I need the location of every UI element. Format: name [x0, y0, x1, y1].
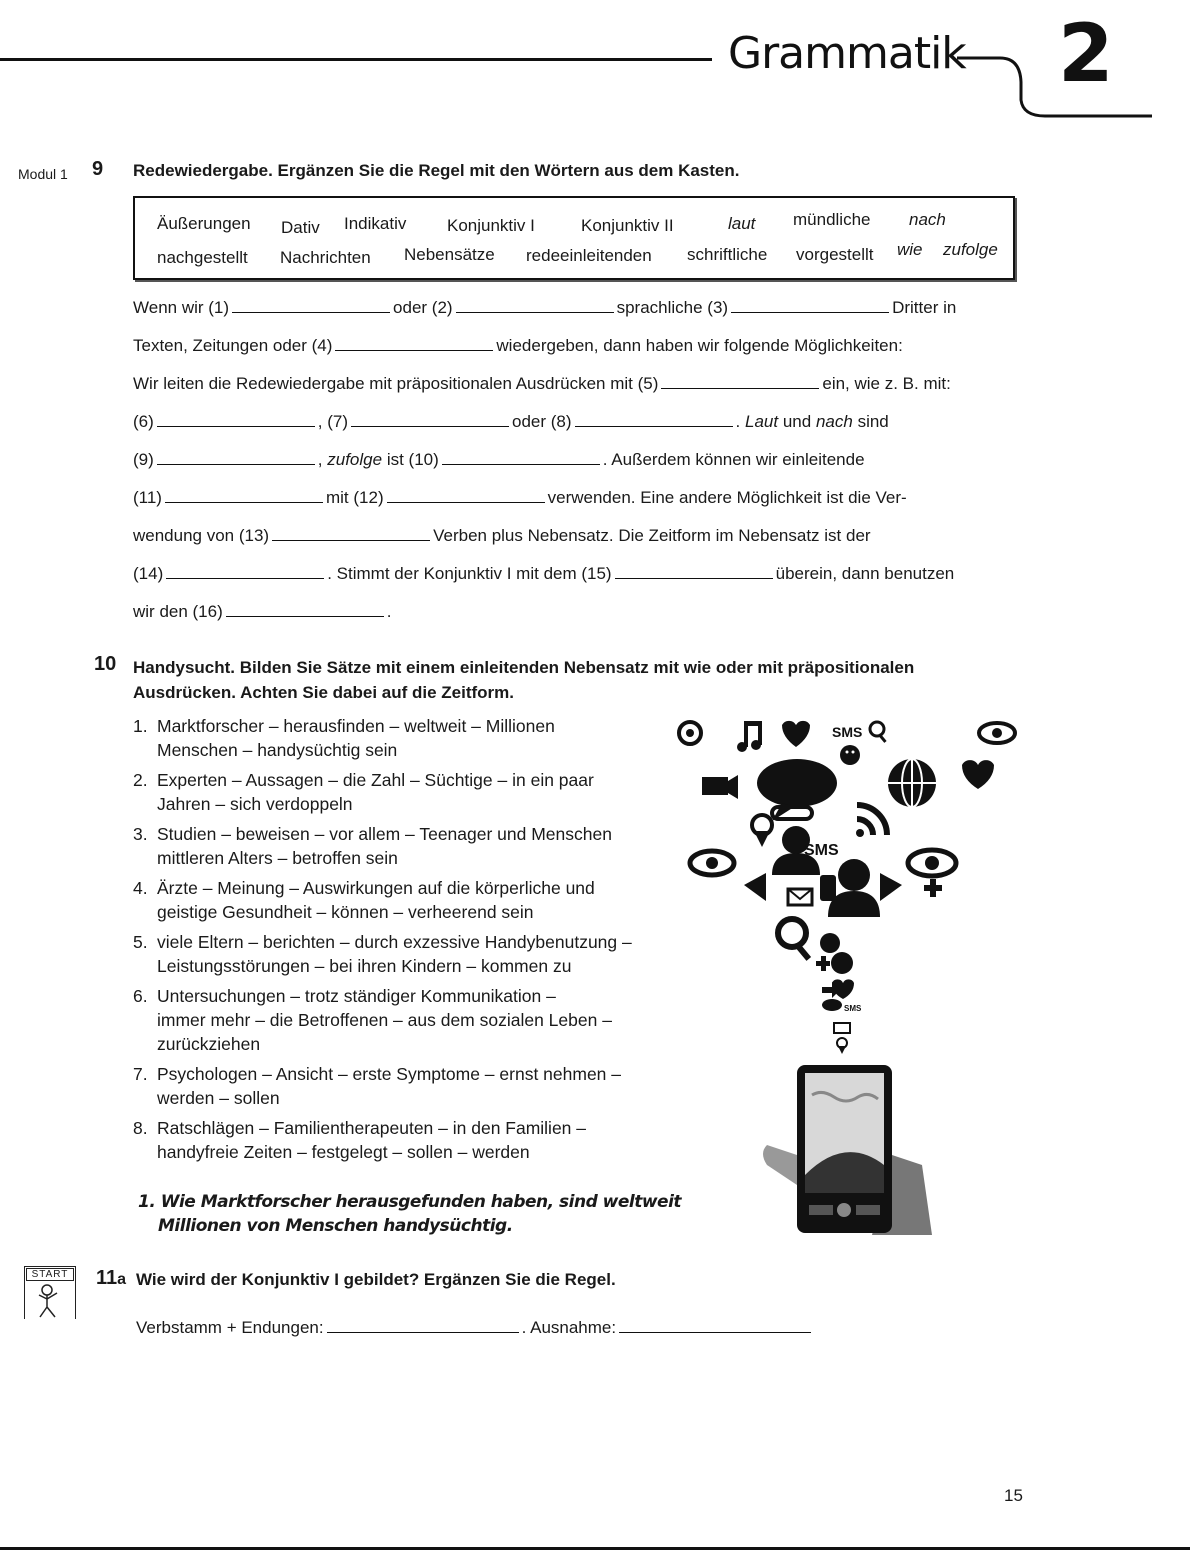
rule-text: Verbstamm + Endungen: — [136, 1318, 324, 1337]
item-number: 7. — [133, 1064, 148, 1084]
magnifier-icon — [870, 722, 887, 743]
blank-endings[interactable] — [327, 1318, 519, 1333]
svg-text:SMS: SMS — [804, 842, 839, 859]
cloze-text: sind — [857, 412, 889, 431]
word-box-item: Dativ — [281, 218, 320, 237]
start-icon — [24, 1266, 76, 1319]
prompt-list — [133, 714, 663, 1170]
cloze-text: wiedergeben, dann haben wir folgende Möglichkeiten: — [496, 336, 903, 355]
cloze-line — [133, 564, 954, 584]
cloze-line — [133, 526, 871, 546]
chapter-number: 2 — [1058, 7, 1114, 100]
cloze-text: wendung von (13) — [133, 526, 270, 545]
cloze-text: wir den (16) — [133, 602, 223, 621]
header-curve-decoration — [955, 52, 1155, 122]
item-number: 6. — [133, 986, 148, 1006]
item-text: Ärzte – Meinung – Auswirkungen auf die körperliche und — [157, 878, 595, 898]
blank-9[interactable] — [157, 450, 315, 465]
module-label: Modul 1 — [18, 166, 68, 182]
cloze-text: oder (2) — [393, 298, 453, 317]
cloze-text: . Außerdem können wir einleitende — [602, 450, 865, 469]
exercise-title: Redewiedergabe. Ergänzen Sie die Regel mit den Wörtern aus dem Kasten. — [133, 161, 740, 180]
blank-3[interactable] — [731, 298, 889, 313]
blank-7[interactable] — [351, 412, 509, 427]
word-box-item: Nachrichten — [280, 248, 371, 267]
envelope-icon — [834, 1023, 850, 1033]
eye-icon — [908, 850, 956, 876]
list-item — [133, 876, 663, 924]
blank-exception[interactable] — [619, 1318, 811, 1333]
video-camera-icon — [702, 775, 738, 799]
cloze-text: und — [782, 412, 812, 431]
smiley-icon — [840, 745, 860, 765]
cloze-text: Dritter in — [892, 298, 957, 317]
list-item — [133, 714, 663, 762]
item-text: immer mehr – die Betroffenen – aus dem sozialen Leben – — [157, 1010, 612, 1030]
cloze-text: (14) — [133, 564, 164, 583]
item-text: Experten – Aussagen – die Zahl – Süchtige – in ein paar — [157, 770, 594, 790]
megaphone-icon — [744, 873, 766, 901]
plus-icon — [924, 879, 942, 897]
speech-bubble-icon — [757, 759, 837, 821]
cloze-line — [133, 488, 907, 508]
music-note-icon — [737, 721, 762, 752]
item-text: handyfreie Zeiten – festgelegt – sollen – werden — [157, 1142, 530, 1162]
list-item — [133, 930, 663, 978]
blank-14[interactable] — [166, 564, 324, 579]
section-title: Grammatik — [728, 28, 966, 79]
plus-icon — [816, 956, 830, 971]
item-number: 1. — [133, 716, 148, 736]
exercise-title-line: Ausdrücken. Achten Sie dabei auf die Zeitform. — [133, 683, 514, 702]
envelope-icon — [788, 889, 812, 905]
page-number: 15 — [1004, 1486, 1023, 1505]
cloze-text: (6) — [133, 412, 154, 431]
blank-10[interactable] — [442, 450, 600, 465]
megaphone-icon — [880, 873, 902, 901]
globe-icon — [888, 759, 936, 807]
list-item — [133, 984, 663, 1056]
cloze-text: sprachliche (3) — [616, 298, 729, 317]
location-pin-icon — [837, 1038, 847, 1054]
item-number: 4. — [133, 878, 148, 898]
cloze-text: Verben plus Nebensatz. Die Zeitform im Nebensatz ist der — [433, 526, 871, 545]
cloze-text: oder (8) — [512, 412, 572, 431]
blank-4[interactable] — [335, 336, 493, 351]
cloze-text: . — [735, 412, 741, 431]
item-text: Psychologen – Ansicht – erste Symptome – ernst nehmen – — [157, 1064, 622, 1084]
exercise-number: 9 — [92, 158, 104, 180]
blank-6[interactable] — [157, 412, 315, 427]
cloze-line — [133, 450, 865, 470]
item-text: geistige Gesundheit – können – verheerend sein — [157, 902, 534, 922]
cloze-text: ist (10) — [386, 450, 439, 469]
heart-icon — [962, 760, 994, 789]
word-box — [133, 196, 1015, 280]
eye-icon — [979, 723, 1015, 743]
item-text: Ratschlägen – Familientherapeuten – in den Familien – — [157, 1118, 587, 1138]
cloze-text: ein, wie z. B. mit: — [822, 374, 951, 393]
cloze-text: . — [386, 602, 392, 621]
cloze-text: , (7) — [317, 412, 349, 431]
running-figure-icon — [25, 1282, 73, 1320]
mobile-phone-icon — [820, 875, 836, 901]
item-number: 5. — [133, 932, 148, 952]
svg-text:SMS: SMS — [844, 1004, 862, 1013]
item-number: 2. — [133, 770, 148, 790]
blank-12[interactable] — [387, 488, 545, 503]
smiley-icon — [820, 933, 840, 953]
magnifier-icon — [778, 919, 811, 961]
item-number: 8. — [133, 1118, 148, 1138]
location-pin-icon — [752, 815, 772, 847]
item-text: zurückziehen — [157, 1034, 261, 1054]
cloze-text: , — [317, 450, 323, 469]
example-answer — [138, 1190, 681, 1238]
wifi-icon — [856, 805, 887, 837]
item-text: Studien – beweisen – vor allem – Teenager und Menschen — [157, 824, 612, 844]
blank-8[interactable] — [575, 412, 733, 427]
list-item — [133, 768, 663, 816]
cloze-text: nach — [815, 412, 853, 431]
example-text: Wie Marktforscher herausgefunden haben, sind weltweit — [160, 1192, 682, 1212]
item-text: werden – sollen — [157, 1088, 280, 1108]
list-item — [133, 822, 663, 870]
cloze-line — [133, 336, 903, 356]
header-rule — [0, 58, 712, 61]
item-text: Marktforscher – herausfinden – weltweit – Millionen — [157, 716, 555, 736]
cloze-text: zufolge — [327, 450, 383, 469]
cloze-line — [133, 298, 956, 318]
word-box-item: Nebensätze — [404, 245, 495, 264]
list-item — [133, 1062, 663, 1110]
blank-16[interactable] — [226, 602, 384, 617]
item-number: 3. — [133, 824, 148, 844]
exercise-title — [133, 655, 914, 705]
item-text: Menschen – handysüchtig sein — [157, 740, 398, 760]
exercise-number-digits: 11 — [96, 1267, 118, 1289]
word-box-item: Konjunktiv I — [447, 216, 535, 235]
cloze-text: . Stimmt der Konjunktiv I mit dem (15) — [327, 564, 612, 583]
word-box-item: zufolge — [943, 240, 998, 259]
exercise-number — [96, 1267, 126, 1290]
word-box-item: wie — [897, 240, 923, 259]
blank-5[interactable] — [661, 374, 819, 389]
exercise-number-suffix: a — [117, 1271, 127, 1288]
cloze-text: mit (12) — [325, 488, 384, 507]
speech-bubble-icon — [822, 999, 842, 1011]
item-text: mittleren Alters – betroffen sein — [157, 848, 398, 868]
hand-holding-phone — [763, 1065, 932, 1235]
word-box-item: Äußerungen — [157, 214, 251, 233]
word-box-item: Indikativ — [344, 214, 407, 233]
list-item — [133, 1116, 663, 1164]
cloze-text: (11) — [133, 488, 162, 507]
word-box-item: redeeinleitenden — [526, 246, 652, 265]
word-box-item: nach — [909, 210, 946, 229]
item-text: viele Eltern – berichten – durch exzessive Handybenutzung – — [157, 932, 632, 952]
example-number: 1. — [138, 1192, 156, 1212]
cloze-line — [133, 374, 951, 394]
rule-line — [136, 1318, 814, 1338]
item-text: Untersuchungen – trotz ständiger Kommunikation – — [157, 986, 556, 1006]
eye-icon — [690, 851, 734, 875]
social-media-phone-illustration — [672, 715, 1022, 1235]
cloze-text: Wenn wir (1) — [133, 298, 230, 317]
globe-icon — [831, 952, 853, 974]
cloze-text: (9) — [133, 450, 154, 469]
start-label: START — [26, 1268, 74, 1281]
cloze-text: überein, dann benutzen — [775, 564, 955, 583]
cloze-text: verwenden. Eine andere Möglichkeit ist die Ver- — [547, 488, 907, 507]
sms-icon: SMS — [832, 724, 863, 740]
blank-2[interactable] — [456, 298, 614, 313]
word-box-item: nachgestellt — [157, 248, 248, 267]
blank-13[interactable] — [272, 526, 430, 541]
at-icon — [679, 722, 701, 744]
heart-icon — [782, 721, 810, 747]
exercise-number: 10 — [94, 653, 117, 675]
rule-text: . Ausnahme: — [521, 1318, 617, 1337]
blank-11[interactable] — [165, 488, 323, 503]
cloze-text: Texten, Zeitungen oder (4) — [133, 336, 333, 355]
item-text: Jahren – sich verdoppeln — [157, 794, 353, 814]
word-box-item: schriftliche — [687, 245, 768, 264]
word-box-item: Konjunktiv II — [581, 216, 674, 235]
cloze-line — [133, 602, 392, 622]
exercise-title-line: Handysucht. Bilden Sie Sätze mit einem einleitenden Nebensatz mit wie oder mit präpositionalen — [133, 658, 915, 677]
blank-1[interactable] — [232, 298, 390, 313]
cloze-text: Wir leiten die Redewiedergabe mit präpositionalen Ausdrücken mit (5) — [133, 374, 659, 393]
exercise-title: Wie wird der Konjunktiv I gebildet? Ergänzen Sie die Regel. — [136, 1270, 616, 1289]
cloze-line — [133, 412, 889, 432]
word-box-item: laut — [728, 214, 756, 233]
example-text: Millionen von Menschen handysüchtig. — [158, 1216, 513, 1236]
word-box-item: vorgestellt — [796, 245, 874, 264]
word-box-item: mündliche — [793, 210, 871, 229]
item-text: Leistungsstörungen – bei ihren Kindern – kommen zu — [157, 956, 572, 976]
blank-15[interactable] — [615, 564, 773, 579]
cloze-text: Laut — [745, 412, 779, 431]
